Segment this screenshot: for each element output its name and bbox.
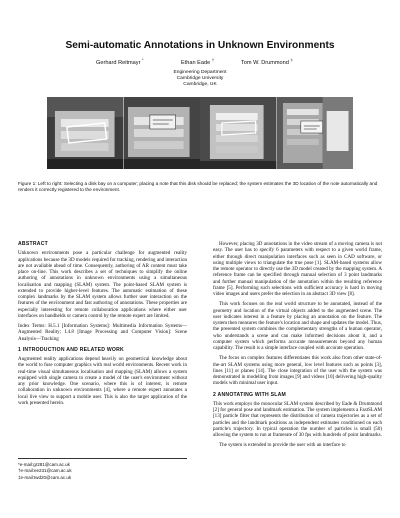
author-3-mark: ‡	[290, 57, 293, 62]
figure-panel-4	[277, 97, 354, 169]
figure-caption: Figure 1: Left to right: Selecting a disk bay on a computer; placing a note that this disk should be replaced; the system estimates the 3D location of the note automatically and renders it correctly registered to the environment.	[18, 181, 378, 193]
figure-1	[47, 97, 353, 169]
affiliation-line: Cambridge University	[176, 76, 224, 82]
paragraph: The system is extended to provide the user with an interface to	[219, 442, 346, 449]
footnote: *e-mail:gr281@cam.ac.uk	[18, 462, 70, 467]
figure-panel-1	[47, 97, 124, 169]
affiliation	[0, 70, 400, 89]
paragraph: This work employs the monocular SLAM system described by Eade & Drummond [2] for general pose and landmark estimation. The system implements a FastSLAM [13] particle filter that represents the distribution of camera trajectories as a set of particles and the landmark positions as independent estimates conditioned on each particle's trajectory. In typical operation the number of particles is small (50) allowing the system to run at framerate of 30 fps with hundreds of point landmarks.	[213, 400, 382, 438]
footnote: ‡e-mail:twd20@cam.ac.uk	[18, 474, 72, 480]
section-1-heading: 1 INTRODUCTION AND RELATED WORK	[18, 346, 124, 353]
right-column	[213, 241, 382, 453]
paper-title: Semi-automatic Annotations in Unknown Environments	[65, 40, 335, 51]
paragraph: The focus on complex features differentiates this work also from other state-of-the-art SLAM systems using more general, low level features such as points [3], lines [11] or planes [14]. The close integration of the user with the system was demonstrated in modelling from images [9] and videos [10] delivering high-quality models with minimal user input.	[213, 355, 382, 387]
author-1	[96, 57, 144, 66]
author-1-mark: *	[142, 57, 144, 62]
author-1-name: Gerhard Reitmayr	[96, 59, 141, 66]
footnotes	[18, 458, 187, 481]
figure-panel-2	[124, 97, 201, 169]
paragraph: However, placing 3D annotations in the video stream of a moving camera is not easy. The user has to specify 6 parameters with respect to a given world frame, either through direct manipulation interfaces such as seen in CAD software, or using multiple views to triangulate the true pose [1]. SLAM-based systems allow the remote operator to directly use the 3D model created by the mapping system. A reference frame can be specified through manual selection of 3 point landmarks and further manual manipulation of the annotation within the resulting reference frame [5]. Performing such selections with sufficient accuracy is hard in moving video images and users prefer the selection in an abstract 3D view [8].	[213, 241, 382, 297]
author-2-name: Ethan Eade	[181, 59, 211, 66]
section-1-text: Augmented reality applications depend heavily on geometrical knowledge about the world to fuse computer graphics with real world environments. Recent work in real-time visual simultaneous localisation and mapping (SLAM) allows a system equipped with single camera to create a model of the user's environment without any prior knowledge. One scenario, where this is of interest, is remote collaboration in unknown environments [4], where a remote expert annotates a local live view to support a mobile user. This is also the target application of the work presented herein.	[18, 356, 187, 406]
left-column	[18, 241, 187, 410]
footnote: †e-mail:ee231@cam.ac.uk	[18, 468, 72, 474]
abstract-heading: ABSTRACT	[18, 241, 49, 247]
abstract-text: Unknown environments pose a particular challenge for augmented reality applications because the 3D models required for tracking, rendering and interaction are not available ahead of time. Consequently, authoring of AR content must take place on-line. This work describes a set of techniques to simplify the online authoring of annotations in unknown environments using a simultaneous localisation and mapping (SLAM) system. The point-based SLAM system is extended to provide higher-level features. The automatic estimation of these complex landmarks by the SLAM system allows further user interaction on the features of the environment and fast authoring of annotations. These properties are especially interesting for remote collaboration applications where either user interfaces on handhelds or camera control by the remote expert are limited.	[18, 250, 187, 319]
paragraph: This work focuses on the real world structure to be annotated, instead of the geometry and location of the virtual objects added to the augmented scene. The user indicates interest in a feature by placing an annotation on the feature. The system then measures the feature's location and shape and updates the model. Thus, the presented system combines the complementary strengths of a human operator, who understands a scene and can make informed decisions about it, and a computer system which performs accurate measurements beyond any human capability. The result is a simple interface coupled with accurate operation.	[213, 301, 382, 351]
affiliation-line: Cambridge, UK	[183, 82, 217, 88]
author-2-mark: †	[211, 57, 215, 62]
author-2	[181, 57, 214, 66]
index-terms: Index Terms: H.5.1 [Information Systems]: Multimedia Information Systems—Augmented Reality; I.4.8 [Image Processing and Computer Vision]: Scene Analysis—Tracking	[18, 323, 187, 342]
author-3	[241, 57, 293, 66]
author-3-name: Tom W. Drummond	[241, 59, 289, 66]
figure-panel-3	[200, 97, 277, 169]
affiliation-line: Engineering Department	[173, 70, 227, 75]
section-2-heading: 2 ANNOTATING WITH SLAM	[213, 391, 287, 398]
